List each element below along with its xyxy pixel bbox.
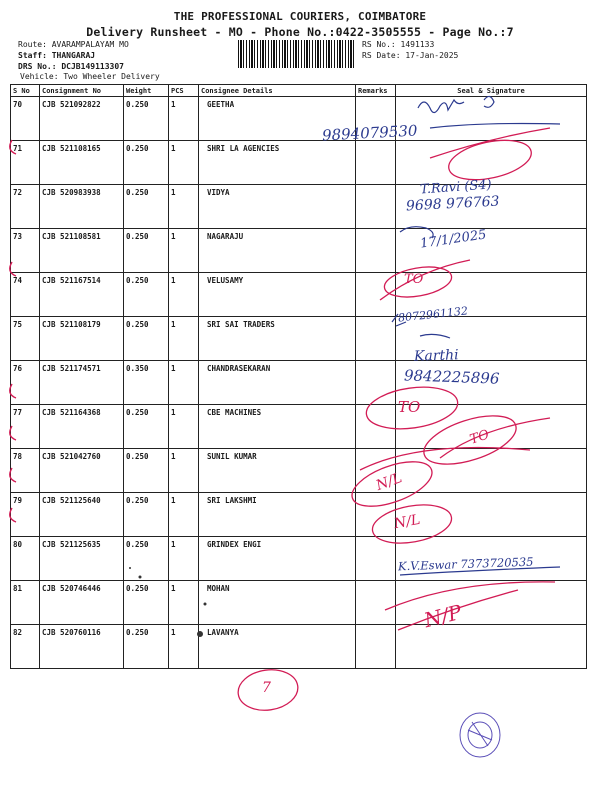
route-line (18, 40, 129, 50)
row-pcs: 1 (169, 317, 199, 361)
drs-label: DRS No.: (18, 62, 57, 71)
row-seal-signature (396, 449, 587, 493)
rs-no-value: 1491133 (400, 40, 435, 49)
rs-date-line (362, 51, 458, 61)
row-weight: 0.250 (124, 449, 169, 493)
row-pcs: 1 (169, 361, 199, 405)
row-pcs: 1 (169, 537, 199, 581)
row-consignee: LAVANYA (199, 625, 356, 669)
row-sno: 74 (11, 273, 40, 317)
row-weight: 0.250 (124, 273, 169, 317)
drs-barcode (238, 40, 356, 68)
phone-75: 8072961132 (397, 304, 469, 325)
table-row (11, 317, 587, 361)
table-header-row (11, 85, 587, 97)
row-sno: 72 (11, 185, 40, 229)
table-body (11, 97, 587, 669)
runsheet-subtitle: Delivery Runsheet - MO - Phone No.:0422-3505555 - Page No.:7 (86, 25, 514, 39)
row-consignment-no: CJB 521164368 (40, 405, 124, 449)
row-consignment-no: CJB 521125635 (40, 537, 124, 581)
row-consignment-no: CJB 521108581 (40, 229, 124, 273)
table-row (11, 493, 587, 537)
row-consignment-no: CJB 521108165 (40, 141, 124, 185)
mark-82: N/P (421, 599, 465, 633)
row-remarks (356, 537, 396, 581)
row-remarks (356, 317, 396, 361)
table-row (11, 405, 587, 449)
table-row (11, 361, 587, 405)
row-remarks (356, 405, 396, 449)
row-seal-signature (396, 97, 587, 141)
row-remarks (356, 229, 396, 273)
row-consignment-no: CJB 521174571 (40, 361, 124, 405)
table-row (11, 581, 587, 625)
row-consignee: GEETHA (199, 97, 356, 141)
row-consignment-no: CJB 521167514 (40, 273, 124, 317)
table-row (11, 141, 587, 185)
row-sno: 77 (11, 405, 40, 449)
row-consignee: CHANDRASEKARAN (199, 361, 356, 405)
delivery-table (10, 84, 587, 669)
row-weight: 0.250 (124, 317, 169, 361)
row-pcs: 1 (169, 581, 199, 625)
row-sno: 78 (11, 449, 40, 493)
row-sno: 73 (11, 229, 40, 273)
rs-no-label: RS No.: (362, 40, 396, 49)
row-consignment-no: CJB 521042760 (40, 449, 124, 493)
row-sno: 80 (11, 537, 40, 581)
row-pcs: 1 (169, 185, 199, 229)
row-consignment-no: CJB 521092822 (40, 97, 124, 141)
mark-74: TO (404, 272, 424, 287)
row-consignee: SRI SAI TRADERS (199, 317, 356, 361)
row-consignee: NAGARAJU (199, 229, 356, 273)
row-weight: 0.250 (124, 493, 169, 537)
row-seal-signature (396, 625, 587, 669)
row-consignee: CBE MACHINES (199, 405, 356, 449)
row-sno: 75 (11, 317, 40, 361)
mark-80: N/L (392, 511, 422, 533)
row-seal-signature (396, 405, 587, 449)
table-row (11, 229, 587, 273)
col-weight: Weight (124, 85, 169, 97)
row-sno: 71 (11, 141, 40, 185)
table-row (11, 625, 587, 669)
row-pcs: 1 (169, 493, 199, 537)
row-consignee: VELUSAMY (199, 273, 356, 317)
phone-76: 9842225896 (403, 366, 500, 388)
row-weight: 0.250 (124, 141, 169, 185)
phone-72: 9698 976763 (405, 193, 500, 215)
drs-value: DCJB149113307 (61, 62, 124, 71)
row-remarks (356, 185, 396, 229)
row-sno: 79 (11, 493, 40, 537)
row-weight: 0.250 (124, 229, 169, 273)
row-seal-signature (396, 493, 587, 537)
staff-label: Staff: (18, 51, 47, 60)
table-row (11, 449, 587, 493)
col-consignee: Consignee Details (199, 85, 356, 97)
receiver-81: K.V.Eswar 7373720535 (397, 554, 534, 574)
col-remarks: Remarks (356, 85, 396, 97)
row-pcs: 1 (169, 625, 199, 669)
row-sno: 76 (11, 361, 40, 405)
phone-70: 9894079530 (321, 121, 418, 145)
row-sno: 82 (11, 625, 40, 669)
mark-79: N/L (374, 469, 405, 495)
mark-78: TO (468, 427, 492, 448)
staff-value: THANGARAJ (51, 51, 96, 60)
rs-date-label: RS Date: (362, 51, 401, 60)
route-value: AVARAMPALAYAM MO (51, 40, 129, 49)
vehicle-label: Vehicle: (20, 72, 59, 81)
round-stamp (460, 713, 500, 757)
row-sno: 70 (11, 97, 40, 141)
row-weight: 0.250 (124, 581, 169, 625)
date-73: 17/1/2025 (419, 227, 488, 252)
vehicle-value: Two Wheeler Delivery (63, 72, 160, 81)
row-pcs: 1 (169, 273, 199, 317)
table-row (11, 97, 587, 141)
row-pcs: 1 (169, 229, 199, 273)
row-consignment-no: CJB 521108179 (40, 317, 124, 361)
row-weight: 0.250 (124, 185, 169, 229)
mark-77: TO (398, 398, 421, 416)
rs-no-line (362, 40, 434, 50)
vehicle-line (20, 72, 160, 82)
receiver-72: T.Ravi (S4) (419, 177, 493, 198)
col-pcs: PCS (169, 85, 199, 97)
row-consignee: SUNIL KUMAR (199, 449, 356, 493)
table-row (11, 273, 587, 317)
staff-line (18, 51, 95, 61)
row-weight: 0.250 (124, 405, 169, 449)
row-weight: 0.250 (124, 537, 169, 581)
row-consignee: SHRI LA AGENCIES (199, 141, 356, 185)
row-consignment-no: CJB 520760116 (40, 625, 124, 669)
receiver-76: Karthi (413, 347, 459, 365)
row-remarks (356, 361, 396, 405)
row-weight: 0.250 (124, 97, 169, 141)
row-consignee: GRINDEX ENGI (199, 537, 356, 581)
row-weight: 0.350 (124, 361, 169, 405)
row-weight: 0.250 (124, 625, 169, 669)
drs-line (18, 62, 124, 72)
rs-date-value: 17-Jan-2025 (405, 51, 459, 60)
row-sno: 81 (11, 581, 40, 625)
row-remarks (356, 273, 396, 317)
company-title: THE PROFESSIONAL COURIERS, COIMBATORE (173, 10, 427, 23)
row-remarks (356, 141, 396, 185)
route-label: Route: (18, 40, 47, 49)
col-signature: Seal & Signature (396, 85, 587, 97)
col-sno: S No (11, 85, 40, 97)
row-remarks (356, 493, 396, 537)
row-remarks (356, 581, 396, 625)
row-remarks (356, 625, 396, 669)
row-consignment-no: CJB 521125640 (40, 493, 124, 537)
row-pcs: 1 (169, 97, 199, 141)
row-pcs: 1 (169, 141, 199, 185)
row-consignee: MOHAN (199, 581, 356, 625)
row-pcs: 1 (169, 449, 199, 493)
mark-bottom: 7 (262, 680, 271, 696)
row-pcs: 1 (169, 405, 199, 449)
col-consignment: Consignment No (40, 85, 124, 97)
row-consignee: SRI LAKSHMI (199, 493, 356, 537)
row-consignment-no: CJB 520746446 (40, 581, 124, 625)
row-consignment-no: CJB 520983938 (40, 185, 124, 229)
row-consignee: VIDYA (199, 185, 356, 229)
